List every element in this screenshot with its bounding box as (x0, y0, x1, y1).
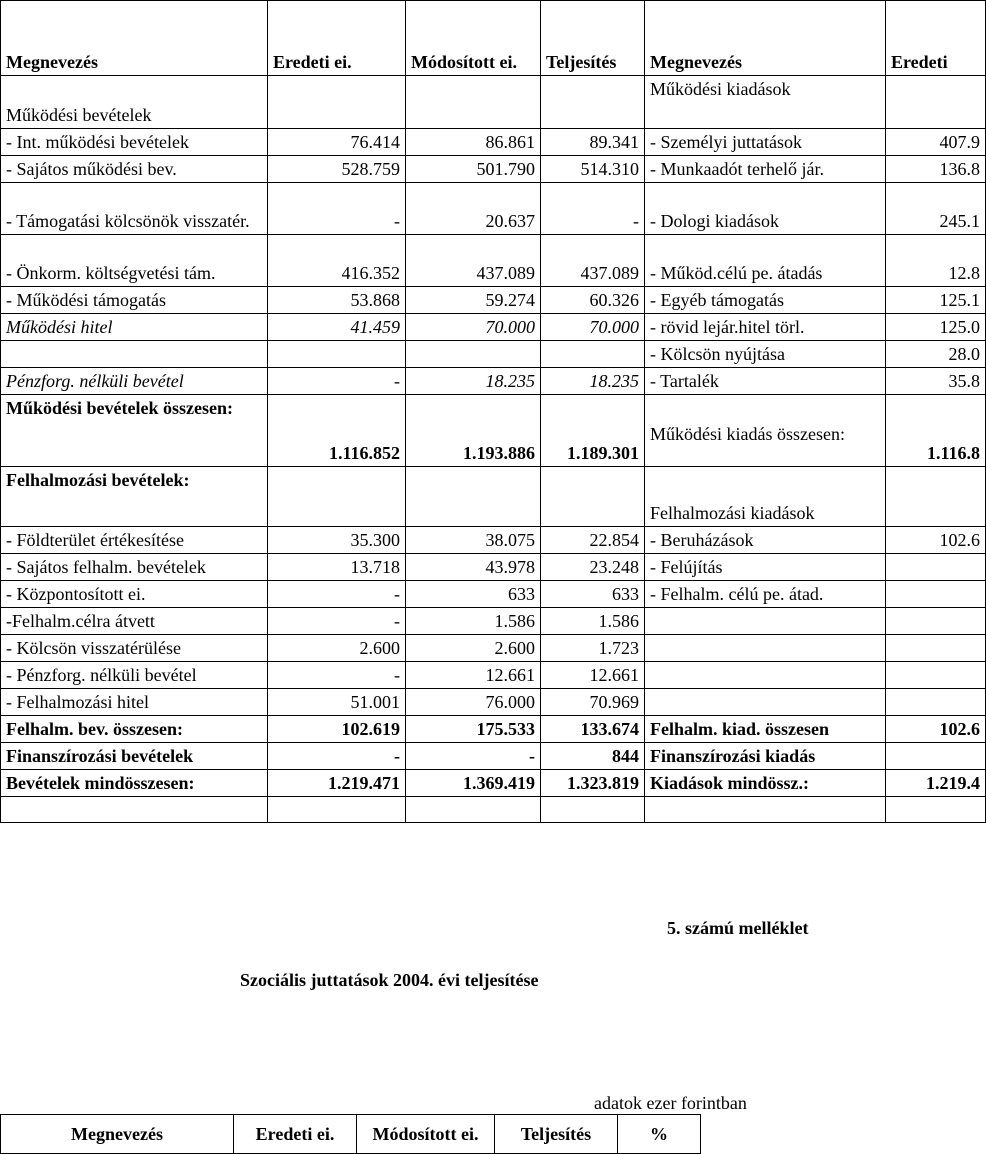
cell-a: 53.868 (268, 287, 406, 314)
cell-a: 102.619 (268, 716, 406, 743)
social-header-row (1, 1115, 701, 1154)
operating-income-title: Működési bevételek (1, 76, 268, 129)
cell-l: -Felhalm.célra átvett (1, 608, 268, 635)
cell-a: - (268, 368, 406, 395)
table-row (1, 183, 986, 235)
cell-e (886, 635, 986, 662)
cell-c: 22.854 (541, 527, 645, 554)
cell-b: - (406, 743, 541, 770)
annex-label: 5. számú melléklet (667, 918, 809, 938)
capital-rows (1, 527, 986, 716)
cell-b: 59.274 (406, 287, 541, 314)
cell-c: 1.323.819 (541, 770, 645, 797)
cell-l: - Működési támogatás (1, 287, 268, 314)
cell-l: - Önkorm. költségvetési tám. (1, 235, 268, 287)
cell-l: Pénzforg. nélküli bevétel (1, 368, 268, 395)
cell-e: 125.0 (886, 314, 986, 341)
cell-l (1, 341, 268, 368)
cell-r: Felhalm. kiad. összesen (645, 716, 886, 743)
cell-b: 2.600 (406, 635, 541, 662)
cell-l: - Földterület értékesítése (1, 527, 268, 554)
social-title: Szociális juttatások 2004. évi teljesítése (240, 970, 539, 990)
cell-b: 18.235 (406, 368, 541, 395)
cell-l: - Támogatási kölcsönök visszatér. (1, 183, 268, 235)
cell-e: 28.0 (886, 341, 986, 368)
cell-b (406, 341, 541, 368)
cell-a: - (268, 608, 406, 635)
cell-a: - (268, 183, 406, 235)
cell-r (645, 635, 886, 662)
cell-l: Felhalm. bev. összesen: (1, 716, 268, 743)
cell-c: 514.310 (541, 156, 645, 183)
total-row (1, 770, 986, 797)
cell-a: 2.600 (268, 635, 406, 662)
table-row (1, 287, 986, 314)
cell-a: 13.718 (268, 554, 406, 581)
capital-section-row (1, 467, 986, 527)
cell-e: 136.8 (886, 156, 986, 183)
social-table (0, 1114, 701, 1154)
cell-a: 528.759 (268, 156, 406, 183)
cell-e: 12.8 (886, 235, 986, 287)
cell-b: 86.861 (406, 129, 541, 156)
social-col-percent: % (618, 1115, 701, 1154)
operating-expense-title: Működési kiadások (645, 76, 886, 129)
cell-r: - Munkaadót terhelő jár. (645, 156, 886, 183)
cell-r: - Egyéb támogatás (645, 287, 886, 314)
cell-l: - Kölcsön visszatérülése (1, 635, 268, 662)
cell-e: 102.6 (886, 527, 986, 554)
cell-c: - (541, 183, 645, 235)
cell-r: Kiadások mindössz.: (645, 770, 886, 797)
cell-b: 633 (406, 581, 541, 608)
col-header-name: Megnevezés (1, 1, 268, 76)
cell-r: Finanszírozási kiadás (645, 743, 886, 770)
cell-r: - Tartalék (645, 368, 886, 395)
total-rows (1, 716, 986, 797)
cell-c: 70.000 (541, 314, 645, 341)
cell-r: - rövid lejár.hitel törl. (645, 314, 886, 341)
empty-row (1, 797, 986, 823)
cell-a: 35.300 (268, 527, 406, 554)
cell-e: 245.1 (886, 183, 986, 235)
table-row (1, 581, 986, 608)
cell-a: 416.352 (268, 235, 406, 287)
cell-r: - Dologi kiadások (645, 183, 886, 235)
cell-a: 1.219.471 (268, 770, 406, 797)
cell-r: - Működ.célú pe. átadás (645, 235, 886, 287)
cell-c: 133.674 (541, 716, 645, 743)
col-header-name-right: Megnevezés (645, 1, 886, 76)
cell-a: 41.459 (268, 314, 406, 341)
cell-b: 175.533 (406, 716, 541, 743)
cell-c: 23.248 (541, 554, 645, 581)
table-row (1, 635, 986, 662)
cell-l: Finanszírozási bevételek (1, 743, 268, 770)
cell-b: 20.637 (406, 183, 541, 235)
cell-l: - Sajátos felhalm. bevételek (1, 554, 268, 581)
cell-a: - (268, 743, 406, 770)
cell-e: 35.8 (886, 368, 986, 395)
cell-r: - Felhalm. célú pe. átad. (645, 581, 886, 608)
cell-c: 60.326 (541, 287, 645, 314)
table-row (1, 608, 986, 635)
col-header-original-right: Eredeti (886, 1, 986, 76)
cell-r: - Személyi juttatások (645, 129, 886, 156)
cell-e (886, 581, 986, 608)
cell-b: 43.978 (406, 554, 541, 581)
table-row (1, 554, 986, 581)
cell-b: 1.586 (406, 608, 541, 635)
cell-b: 437.089 (406, 235, 541, 287)
col-header-modified: Módosított ei. (406, 1, 541, 76)
table-row (1, 527, 986, 554)
social-col-original: Eredeti ei. (234, 1115, 357, 1154)
cell-a: 51.001 (268, 689, 406, 716)
unit-note: adatok ezer forintban (594, 1093, 747, 1113)
operating-rows (1, 129, 986, 395)
cell-e (886, 554, 986, 581)
cell-r: - Kölcsön nyújtása (645, 341, 886, 368)
cell-a: - (268, 662, 406, 689)
table-row (1, 314, 986, 341)
cell-e: 125.1 (886, 287, 986, 314)
cell-l: - Központosított ei. (1, 581, 268, 608)
table-row (1, 235, 986, 287)
cell-e (886, 608, 986, 635)
cell-c: 89.341 (541, 129, 645, 156)
cell-r (645, 608, 886, 635)
table-row (1, 689, 986, 716)
cell-e (886, 743, 986, 770)
cell-c: 1.586 (541, 608, 645, 635)
table-row (1, 662, 986, 689)
cell-e: 1.219.4 (886, 770, 986, 797)
capital-income-title: Felhalmozási bevételek: (1, 467, 268, 527)
cell-l: - Felhalmozási hitel (1, 689, 268, 716)
cell-a: - (268, 581, 406, 608)
cell-l: Működési hitel (1, 314, 268, 341)
cell-b: 501.790 (406, 156, 541, 183)
total-row (1, 716, 986, 743)
capital-expense-title: Felhalmozási kiadások (645, 467, 886, 527)
cell-c: 437.089 (541, 235, 645, 287)
cell-b: 76.000 (406, 689, 541, 716)
cell-c: 18.235 (541, 368, 645, 395)
table-row (1, 129, 986, 156)
cell-c: 633 (541, 581, 645, 608)
cell-r (645, 662, 886, 689)
cell-e (886, 662, 986, 689)
cell-a: 76.414 (268, 129, 406, 156)
social-col-performance: Teljesítés (495, 1115, 618, 1154)
operating-total-row: Működési bevételek összesen: 1.116.852 1.193.886 1.189.301 Működési kiadás összesen: 1.116.8 (1, 395, 986, 467)
cell-l: - Pénzforg. nélküli bevétel (1, 662, 268, 689)
cell-b: 1.369.419 (406, 770, 541, 797)
operating-section-row (1, 76, 986, 129)
cell-c: 1.723 (541, 635, 645, 662)
cell-e (886, 689, 986, 716)
cell-r: - Beruházások (645, 527, 886, 554)
cell-l: - Int. működési bevételek (1, 129, 268, 156)
cell-r: - Felújítás (645, 554, 886, 581)
cell-c: 70.969 (541, 689, 645, 716)
header-row (1, 1, 986, 76)
total-row (1, 743, 986, 770)
cell-c: 844 (541, 743, 645, 770)
col-header-performance: Teljesítés (541, 1, 645, 76)
cell-e: 102.6 (886, 716, 986, 743)
cell-l: Bevételek mindösszesen: (1, 770, 268, 797)
cell-l: - Sajátos működési bev. (1, 156, 268, 183)
cell-a (268, 341, 406, 368)
cell-b: 12.661 (406, 662, 541, 689)
cell-b: 70.000 (406, 314, 541, 341)
col-header-original: Eredeti ei. (268, 1, 406, 76)
cell-b: 38.075 (406, 527, 541, 554)
cell-e: 407.9 (886, 129, 986, 156)
social-col-modified: Módosított ei. (357, 1115, 495, 1154)
table-row (1, 368, 986, 395)
cell-c: 12.661 (541, 662, 645, 689)
table-row (1, 341, 986, 368)
cell-r (645, 689, 886, 716)
table-row (1, 156, 986, 183)
social-col-name: Megnevezés (1, 1115, 234, 1154)
cell-c (541, 341, 645, 368)
